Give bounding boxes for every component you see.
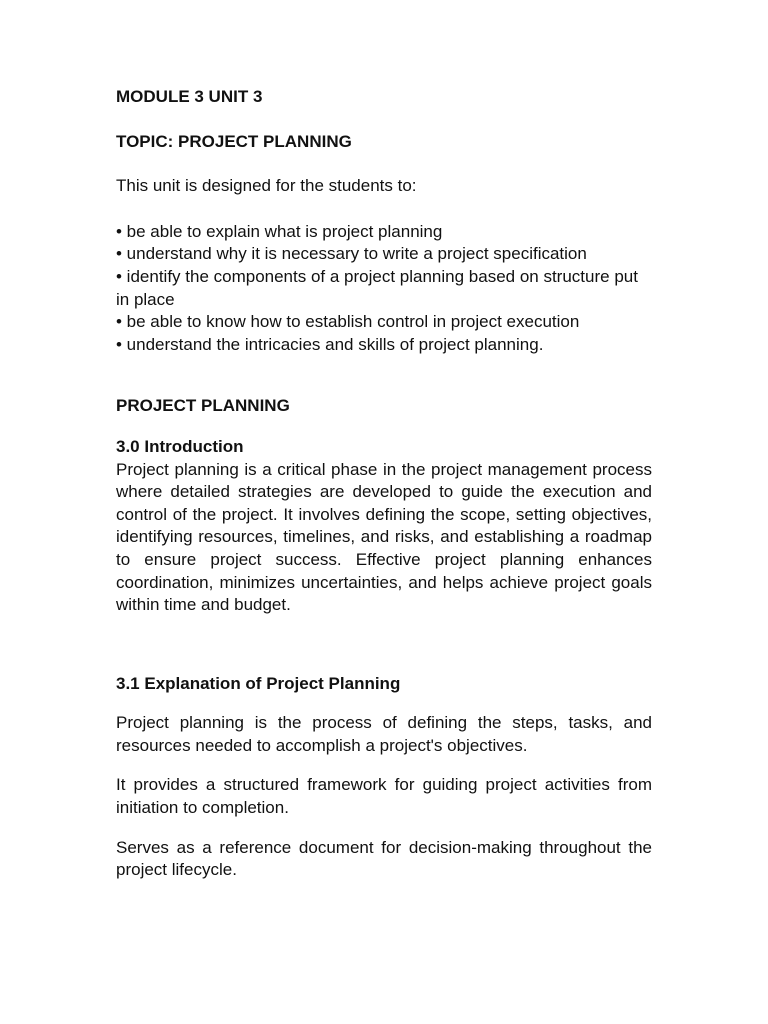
explanation-paragraph: Serves as a reference document for decision-making throughout the project lifecycle. bbox=[116, 837, 652, 880]
document-page bbox=[116, 86, 652, 882]
objective-item: • understand why it is necessary to write a project specification bbox=[116, 244, 587, 264]
explanation-paragraph: Project planning is the process of defining the steps, tasks, and resources needed to accomplish a project's objectives. bbox=[116, 713, 652, 755]
objective-item: • understand the intricacies and skills of project planning. bbox=[116, 334, 544, 354]
objectives-list bbox=[116, 221, 652, 357]
objective-item: • be able to know how to establish control in project execution bbox=[116, 312, 580, 332]
introduction-text: Project planning is a critical phase in the project management process where detailed strategies are developed to guide the execution and control of the project. It involves defining the scope, setting objectives, identifying resources, timelines, and risks, and establishing a roadmap to ensure project success. Effective project planning enhances coordination, minimizes uncertainties, and helps achieve project goals within time and budget. bbox=[116, 459, 652, 615]
objective-item: • be able to explain what is project planning bbox=[116, 221, 443, 241]
introduction-heading: 3.0 Introduction bbox=[116, 436, 244, 456]
section-heading: PROJECT PLANNING bbox=[116, 396, 290, 416]
intro-line: This unit is designed for the students to: bbox=[116, 176, 417, 196]
objective-item: • identify the components of a project planning based on structure put in place bbox=[116, 266, 638, 309]
module-title: MODULE 3 UNIT 3 bbox=[116, 87, 263, 106]
explanation-paragraph: It provides a structured framework for guiding project activities from initiation to completion. bbox=[116, 775, 652, 818]
explanation-heading: 3.1 Explanation of Project Planning bbox=[116, 673, 401, 693]
topic-heading: TOPIC: PROJECT PLANNING bbox=[116, 131, 352, 151]
